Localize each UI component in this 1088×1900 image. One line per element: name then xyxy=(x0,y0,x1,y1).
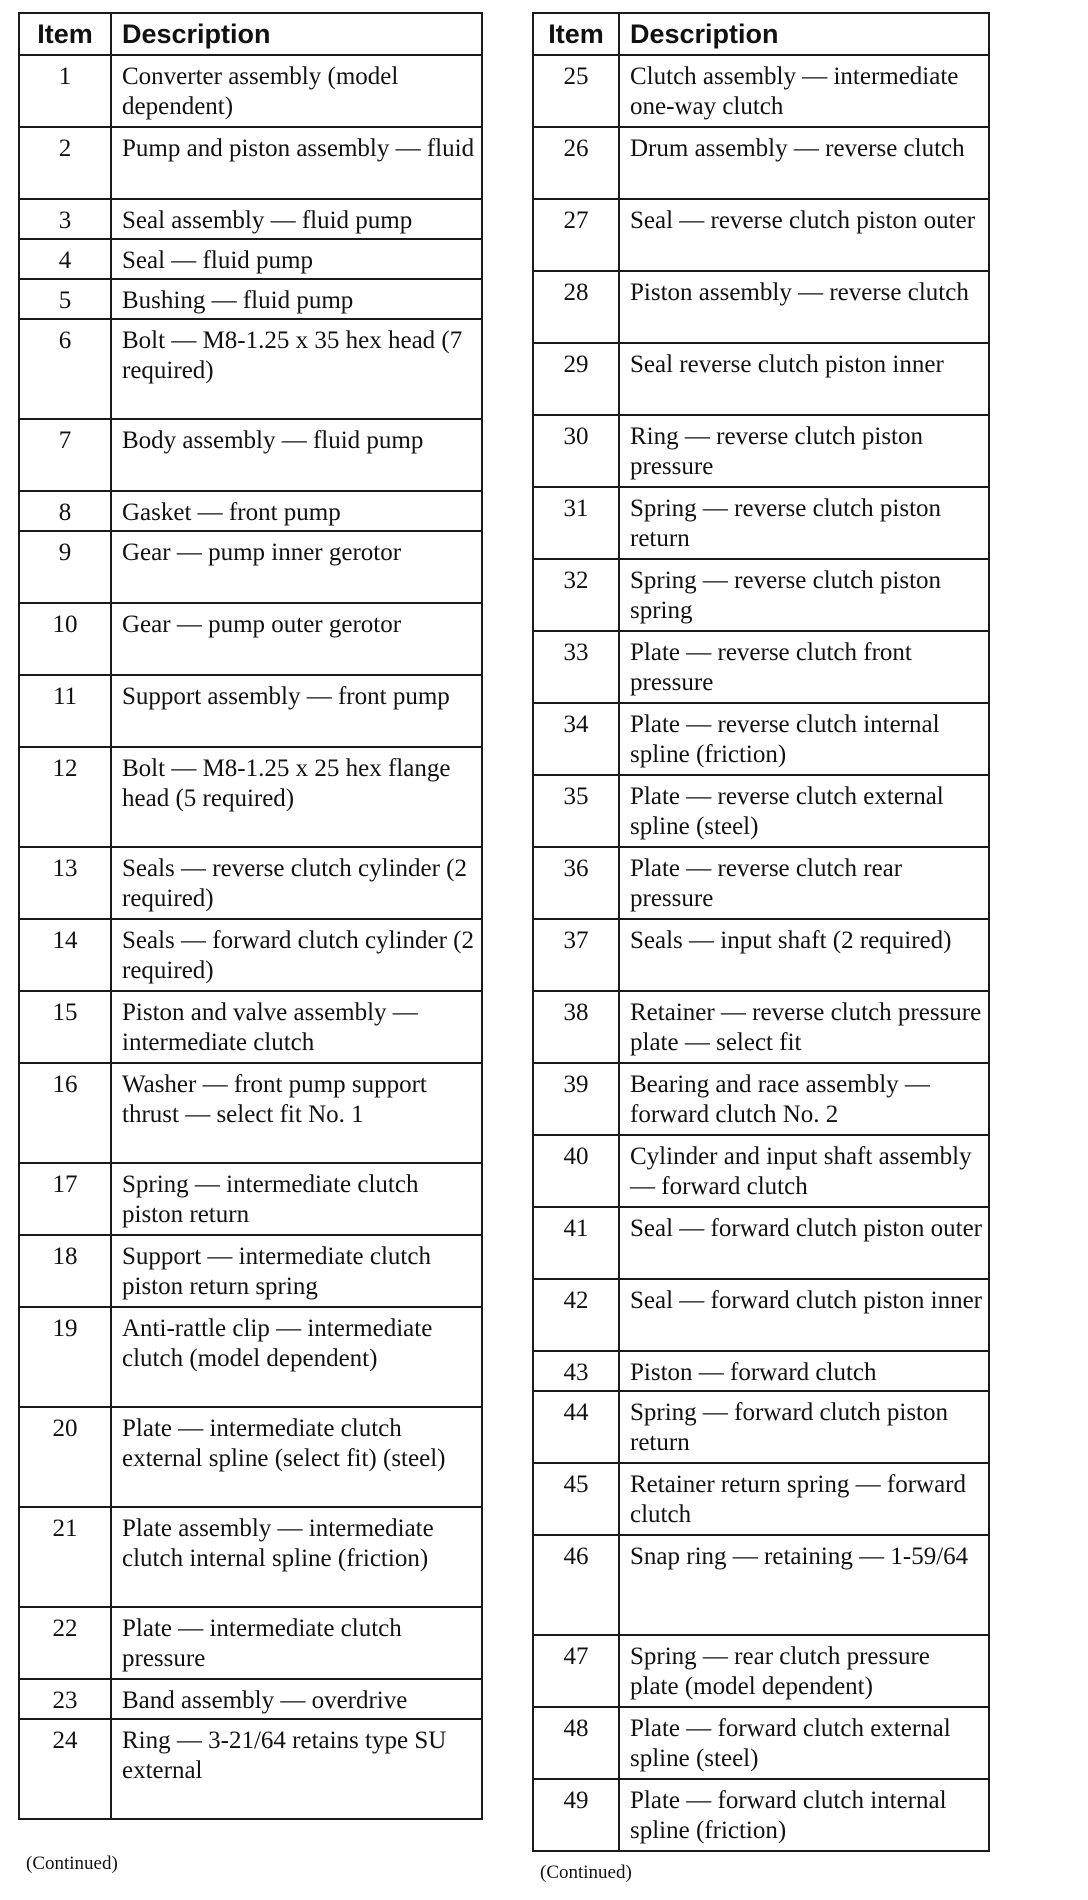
item-number: 13 xyxy=(19,847,111,919)
item-number: 34 xyxy=(533,703,619,775)
item-number: 49 xyxy=(533,1779,619,1851)
item-description: Cylinder and input shaft assembly — forward clutch xyxy=(619,1135,989,1207)
table-row xyxy=(533,415,989,487)
item-description: Converter assembly (model dependent) xyxy=(111,55,482,127)
table-row xyxy=(19,919,482,991)
item-number: 29 xyxy=(533,343,619,415)
parts-table-right xyxy=(532,12,990,1852)
table-row xyxy=(533,775,989,847)
item-description: Piston and valve assembly — intermediate clutch xyxy=(111,991,482,1063)
item-description: Seals — forward clutch cylinder (2 required) xyxy=(111,919,482,991)
parts-table-left xyxy=(18,12,483,1820)
item-number: 44 xyxy=(533,1391,619,1463)
table-row xyxy=(533,703,989,775)
item-description: Clutch assembly — intermediate one-way clutch xyxy=(619,55,989,127)
item-number: 28 xyxy=(533,271,619,343)
description-column-header: Description xyxy=(619,13,989,55)
parts-table-right-body xyxy=(533,55,989,1851)
item-number: 9 xyxy=(19,531,111,603)
item-number: 4 xyxy=(19,239,111,279)
item-number: 37 xyxy=(533,919,619,991)
item-description: Seal reverse clutch piston inner xyxy=(619,343,989,415)
table-row xyxy=(533,1463,989,1535)
item-number: 32 xyxy=(533,559,619,631)
table-row xyxy=(19,1063,482,1163)
item-description: Support — intermediate clutch piston return spring xyxy=(111,1235,482,1307)
item-description: Plate — intermediate clutch pressure xyxy=(111,1607,482,1679)
item-number: 15 xyxy=(19,991,111,1063)
table-row xyxy=(533,1207,989,1279)
item-description: Bushing — fluid pump xyxy=(111,279,482,319)
header-row xyxy=(19,13,482,55)
table-row xyxy=(533,1351,989,1391)
table-row xyxy=(19,1163,482,1235)
table-row xyxy=(19,747,482,847)
table-row xyxy=(533,343,989,415)
item-description: Piston — forward clutch xyxy=(619,1351,989,1391)
parts-table-left-body xyxy=(19,55,482,1819)
item-number: 39 xyxy=(533,1063,619,1135)
table-row xyxy=(19,1607,482,1679)
item-description: Seals — input shaft (2 required) xyxy=(619,919,989,991)
item-number: 41 xyxy=(533,1207,619,1279)
item-number: 18 xyxy=(19,1235,111,1307)
item-description: Retainer — reverse clutch pressure plate — select fit xyxy=(619,991,989,1063)
item-description: Washer — front pump support thrust — select fit No. 1 xyxy=(111,1063,482,1163)
table-row xyxy=(533,559,989,631)
item-description: Seal — fluid pump xyxy=(111,239,482,279)
item-description: Pump and piston assembly — fluid xyxy=(111,127,482,199)
table-row xyxy=(19,1235,482,1307)
table-row xyxy=(19,675,482,747)
item-description: Bolt — M8-1.25 x 35 hex head (7 required) xyxy=(111,319,482,419)
item-number: 10 xyxy=(19,603,111,675)
table-row xyxy=(19,991,482,1063)
item-description: Spring — forward clutch piston return xyxy=(619,1391,989,1463)
item-number: 23 xyxy=(19,1679,111,1719)
item-description: Seal — forward clutch piston outer xyxy=(619,1207,989,1279)
item-description: Plate — forward clutch internal spline (friction) xyxy=(619,1779,989,1851)
item-number: 30 xyxy=(533,415,619,487)
item-description: Band assembly — overdrive xyxy=(111,1679,482,1719)
item-description: Plate — reverse clutch internal spline (friction) xyxy=(619,703,989,775)
item-number: 26 xyxy=(533,127,619,199)
item-description: Drum assembly — reverse clutch xyxy=(619,127,989,199)
item-description: Piston assembly — reverse clutch xyxy=(619,271,989,343)
item-number: 43 xyxy=(533,1351,619,1391)
item-description: Plate — reverse clutch external spline (steel) xyxy=(619,775,989,847)
item-description: Plate — reverse clutch rear pressure xyxy=(619,847,989,919)
table-row xyxy=(19,1507,482,1607)
table-row xyxy=(533,991,989,1063)
item-number: 1 xyxy=(19,55,111,127)
item-number: 12 xyxy=(19,747,111,847)
item-number: 16 xyxy=(19,1063,111,1163)
table-row xyxy=(533,199,989,271)
table-row xyxy=(533,631,989,703)
item-number: 19 xyxy=(19,1307,111,1407)
item-number: 48 xyxy=(533,1707,619,1779)
item-description: Spring — reverse clutch piston return xyxy=(619,487,989,559)
item-description: Ring — 3-21/64 retains type SU external xyxy=(111,1719,482,1819)
table-row xyxy=(19,1307,482,1407)
table-row xyxy=(533,1391,989,1463)
item-description: Spring — rear clutch pressure plate (model dependent) xyxy=(619,1635,989,1707)
table-row xyxy=(19,55,482,127)
item-description: Seal — reverse clutch piston outer xyxy=(619,199,989,271)
table-row xyxy=(19,847,482,919)
item-number: 21 xyxy=(19,1507,111,1607)
item-description: Spring — intermediate clutch piston return xyxy=(111,1163,482,1235)
item-description: Gear — pump outer gerotor xyxy=(111,603,482,675)
continued-note-left: (Continued) xyxy=(26,1853,118,1874)
table-row xyxy=(19,1407,482,1507)
item-description: Gasket — front pump xyxy=(111,491,482,531)
item-number: 3 xyxy=(19,199,111,239)
item-number: 8 xyxy=(19,491,111,531)
item-number: 38 xyxy=(533,991,619,1063)
item-number: 42 xyxy=(533,1279,619,1351)
item-description: Support assembly — front pump xyxy=(111,675,482,747)
item-number: 35 xyxy=(533,775,619,847)
table-row xyxy=(533,1635,989,1707)
item-number: 31 xyxy=(533,487,619,559)
item-description: Seals — reverse clutch cylinder (2 required) xyxy=(111,847,482,919)
item-description: Seal assembly — fluid pump xyxy=(111,199,482,239)
table-row xyxy=(19,1719,482,1819)
table-row xyxy=(19,279,482,319)
item-description: Seal — forward clutch piston inner xyxy=(619,1279,989,1351)
item-column-header: Item xyxy=(533,13,619,55)
item-column-header: Item xyxy=(19,13,111,55)
item-number: 40 xyxy=(533,1135,619,1207)
item-description: Plate — forward clutch external spline (steel) xyxy=(619,1707,989,1779)
table-row xyxy=(533,127,989,199)
table-row xyxy=(533,1279,989,1351)
item-description: Plate — reverse clutch front pressure xyxy=(619,631,989,703)
table-row xyxy=(19,319,482,419)
header-row xyxy=(533,13,989,55)
item-number: 2 xyxy=(19,127,111,199)
table-row xyxy=(19,1679,482,1719)
item-description: Bearing and race assembly — forward clutch No. 2 xyxy=(619,1063,989,1135)
item-description: Snap ring — retaining — 1-59/64 xyxy=(619,1535,989,1635)
item-number: 45 xyxy=(533,1463,619,1535)
item-number: 14 xyxy=(19,919,111,991)
item-description: Body assembly — fluid pump xyxy=(111,419,482,491)
table-row xyxy=(19,127,482,199)
table-row xyxy=(533,1707,989,1779)
table-row xyxy=(19,531,482,603)
item-number: 7 xyxy=(19,419,111,491)
item-number: 24 xyxy=(19,1719,111,1819)
item-description: Retainer return spring — forward clutch xyxy=(619,1463,989,1535)
item-description: Bolt — M8-1.25 x 25 hex flange head (5 required) xyxy=(111,747,482,847)
table-row xyxy=(533,919,989,991)
item-number: 33 xyxy=(533,631,619,703)
continued-note-right: (Continued) xyxy=(540,1862,632,1883)
table-row xyxy=(19,199,482,239)
table-row xyxy=(533,1135,989,1207)
description-column-header: Description xyxy=(111,13,482,55)
item-description: Plate assembly — intermediate clutch internal spline (friction) xyxy=(111,1507,482,1607)
table-row xyxy=(19,491,482,531)
table-row xyxy=(533,847,989,919)
item-description: Ring — reverse clutch piston pressure xyxy=(619,415,989,487)
item-number: 27 xyxy=(533,199,619,271)
item-number: 5 xyxy=(19,279,111,319)
table-row xyxy=(19,419,482,491)
item-number: 25 xyxy=(533,55,619,127)
item-number: 47 xyxy=(533,1635,619,1707)
item-number: 17 xyxy=(19,1163,111,1235)
item-description: Anti-rattle clip — intermediate clutch (model dependent) xyxy=(111,1307,482,1407)
table-row xyxy=(533,1063,989,1135)
table-row xyxy=(533,1535,989,1635)
item-number: 20 xyxy=(19,1407,111,1507)
table-row xyxy=(533,487,989,559)
item-number: 11 xyxy=(19,675,111,747)
table-row xyxy=(533,271,989,343)
item-description: Spring — reverse clutch piston spring xyxy=(619,559,989,631)
table-row xyxy=(533,1779,989,1851)
item-number: 22 xyxy=(19,1607,111,1679)
table-row xyxy=(19,239,482,279)
item-description: Gear — pump inner gerotor xyxy=(111,531,482,603)
item-number: 36 xyxy=(533,847,619,919)
item-description: Plate — intermediate clutch external spline (select fit) (steel) xyxy=(111,1407,482,1507)
table-row xyxy=(19,603,482,675)
item-number: 6 xyxy=(19,319,111,419)
table-row xyxy=(533,55,989,127)
item-number: 46 xyxy=(533,1535,619,1635)
